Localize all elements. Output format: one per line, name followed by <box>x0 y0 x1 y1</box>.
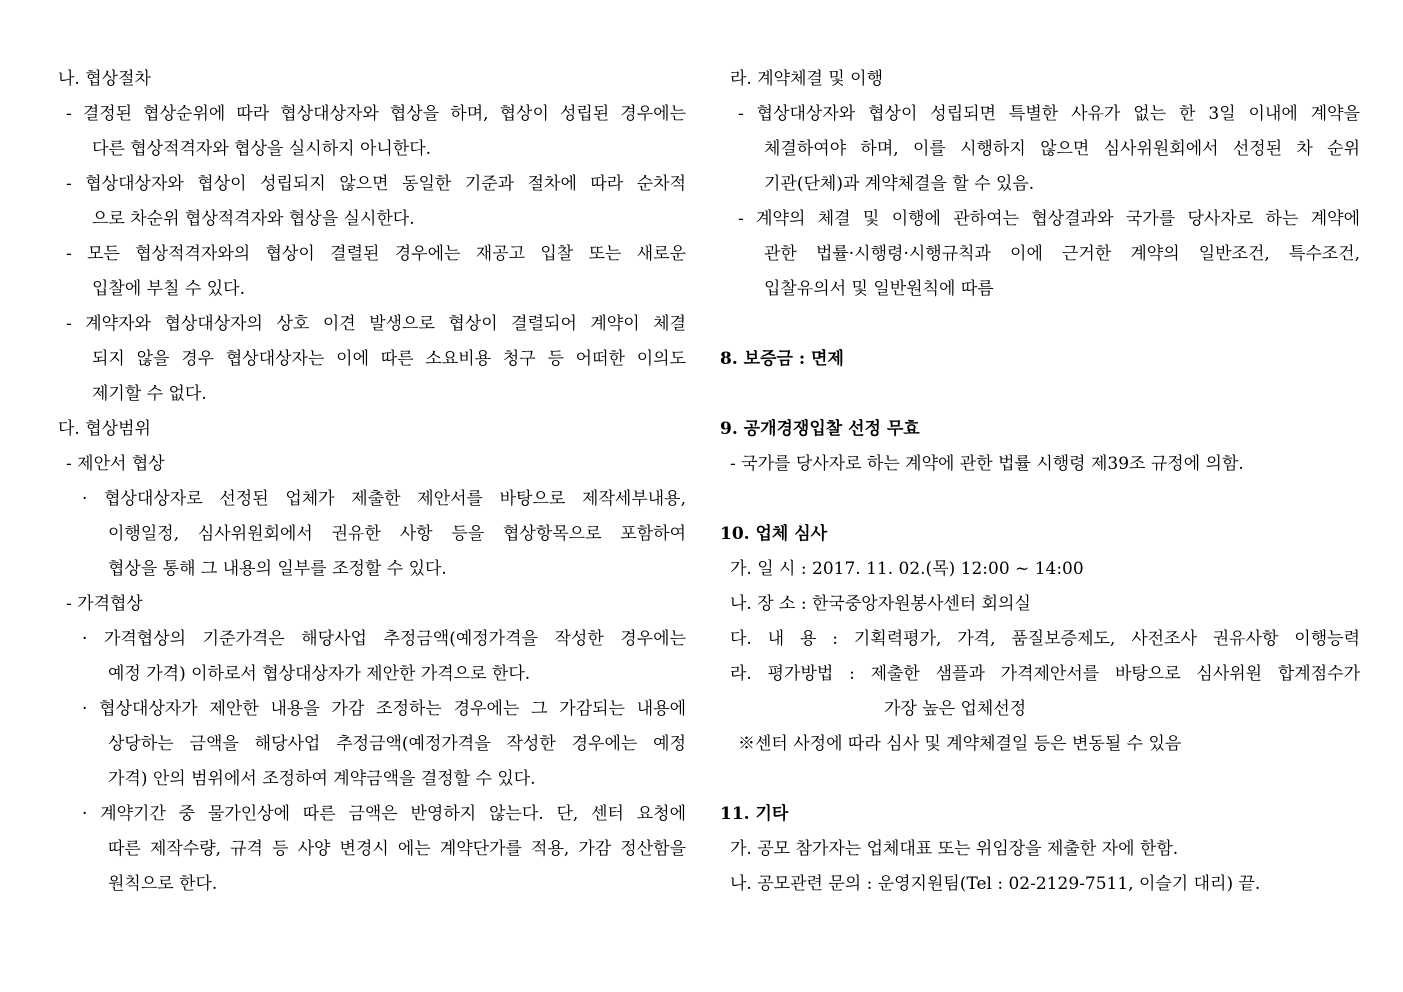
list-item-continuation: 되지 않을 경우 협상대상자는 이에 따른 소요비용 청구 등 어떠한 이의도 <box>92 349 686 369</box>
section-heading-company-review: 10. 업체 심사 <box>720 524 828 544</box>
list-item-continuation: 관한 법률·시행령·시행규칙과 이에 근거한 계약의 일반조건, 특수조건, <box>764 244 1360 264</box>
sub-list-item-continuation: 가격) 안의 범위에서 조정하여 계약금액을 결정할 수 있다. <box>108 769 536 789</box>
sub-list-item-continuation: 협상을 통해 그 내용의 일부를 조정할 수 있다. <box>108 559 447 579</box>
sub-list-item-continuation: 이행일정, 심사위원회에서 권유한 사항 등을 협상항목으로 포함하여 <box>108 524 686 544</box>
left-column <box>58 62 686 902</box>
review-method-continuation: 가장 높은 업체선정 <box>884 699 1027 719</box>
section-heading-deposit: 8. 보증금 : 면제 <box>720 349 844 369</box>
spacer <box>720 377 1360 412</box>
list-item: - 계약의 체결 및 이행에 관하여는 협상결과와 국가를 당사자로 하는 계약에 <box>738 209 1360 229</box>
sub-list-item: · 계약기간 중 물가인상에 따른 금액은 반영하지 않는다. 단, 센터 요청에 <box>82 804 686 824</box>
list-item-continuation: 으로 차순위 협상적격자와 협상을 실시한다. <box>92 209 415 229</box>
list-item-continuation: 입찰에 부칠 수 있다. <box>92 279 245 299</box>
sub-list-item: · 협상대상자가 제안한 내용을 가감 조정하는 경우에는 그 가감되는 내용에 <box>82 699 686 719</box>
section-heading-negotiation-procedure: 나. 협상절차 <box>58 69 151 89</box>
list-item: - 국가를 당사자로 하는 계약에 관한 법률 시행령 제39조 규정에 의함. <box>730 454 1244 474</box>
list-item-continuation: 제기할 수 없다. <box>92 384 207 404</box>
sub-list-item: · 가격협상의 기준가격은 해당사업 추정금액(예정가격을 작성한 경우에는 <box>82 629 686 649</box>
review-note: ※센터 사정에 따라 심사 및 계약체결일 등은 변동될 수 있음 <box>738 734 1182 754</box>
list-item: - 결정된 협상순위에 따라 협상대상자와 협상을 하며, 협상이 성립된 경우에는 <box>66 104 686 124</box>
list-item: - 제안서 협상 <box>66 454 165 474</box>
sub-list-item-continuation: 따른 제작수량, 규격 등 사양 변경시 에는 계약단가를 적용, 가감 정산함을 <box>108 839 686 859</box>
list-item: - 협상대상자와 협상이 성립되면 특별한 사유가 없는 한 3일 이내에 계약을 <box>738 104 1360 124</box>
other-item-contact: 나. 공모관련 문의 : 운영지원팀(Tel : 02-2129-7511, 이슬기 대리) 끝. <box>730 874 1261 894</box>
list-item: - 협상대상자와 협상이 성립되지 않으면 동일한 기준과 절차에 따라 순차적 <box>66 174 686 194</box>
sub-list-item-continuation: 상당하는 금액을 해당사업 추정금액(예정가격을 작성한 경우에는 예정 <box>108 734 686 754</box>
sub-list-item: · 협상대상자로 선정된 업체가 제출한 제안서를 바탕으로 제작세부내용, <box>82 489 686 509</box>
section-heading-negotiation-scope: 다. 협상범위 <box>58 419 151 439</box>
list-item-continuation: 기관(단체)과 계약체결을 할 수 있음. <box>764 174 1035 194</box>
sub-list-item-continuation: 원칙으로 한다. <box>108 874 218 894</box>
spacer <box>720 482 1360 517</box>
list-item-continuation: 체결하여야 하며, 이를 시행하지 않으면 심사위원회에서 선정된 차 순위 <box>764 139 1360 159</box>
spacer <box>720 307 1360 342</box>
review-content: 다. 내 용 : 기획력평가, 가격, 품질보증제도, 사전조사 권유사항 이행능력 <box>730 629 1360 649</box>
list-item-continuation: 입찰유의서 및 일반원칙에 따름 <box>764 279 994 299</box>
sub-list-item-continuation: 예정 가격) 이하로서 협상대상자가 제안한 가격으로 한다. <box>108 664 531 684</box>
other-item: 가. 공모 참가자는 업체대표 또는 위임장을 제출한 자에 한함. <box>730 839 1179 859</box>
list-item: - 가격협상 <box>66 594 143 614</box>
list-item: - 모든 협상적격자와의 협상이 결렬된 경우에는 재공고 입찰 또는 새로운 <box>66 244 686 264</box>
section-heading-other: 11. 기타 <box>720 804 789 824</box>
right-column <box>720 62 1360 902</box>
list-item: - 계약자와 협상대상자의 상호 이견 발생으로 협상이 결렬되어 계약이 체결 <box>66 314 686 334</box>
spacer <box>720 762 1360 797</box>
review-date: 가. 일 시 : 2017. 11. 02.(목) 12:00 ~ 14:00 <box>730 559 1084 579</box>
review-method: 라. 평가방법 : 제출한 샘플과 가격제안서를 바탕으로 심사위원 합계점수가 <box>730 664 1360 684</box>
section-heading-contract: 라. 계약체결 및 이행 <box>730 69 883 89</box>
review-location: 나. 장 소 : 한국중앙자원봉사센터 회의실 <box>730 594 1031 614</box>
list-item-continuation: 다른 협상적격자와 협상을 실시하지 아니한다. <box>92 139 432 159</box>
section-heading-bid-invalid: 9. 공개경쟁입찰 선정 무효 <box>720 419 920 439</box>
